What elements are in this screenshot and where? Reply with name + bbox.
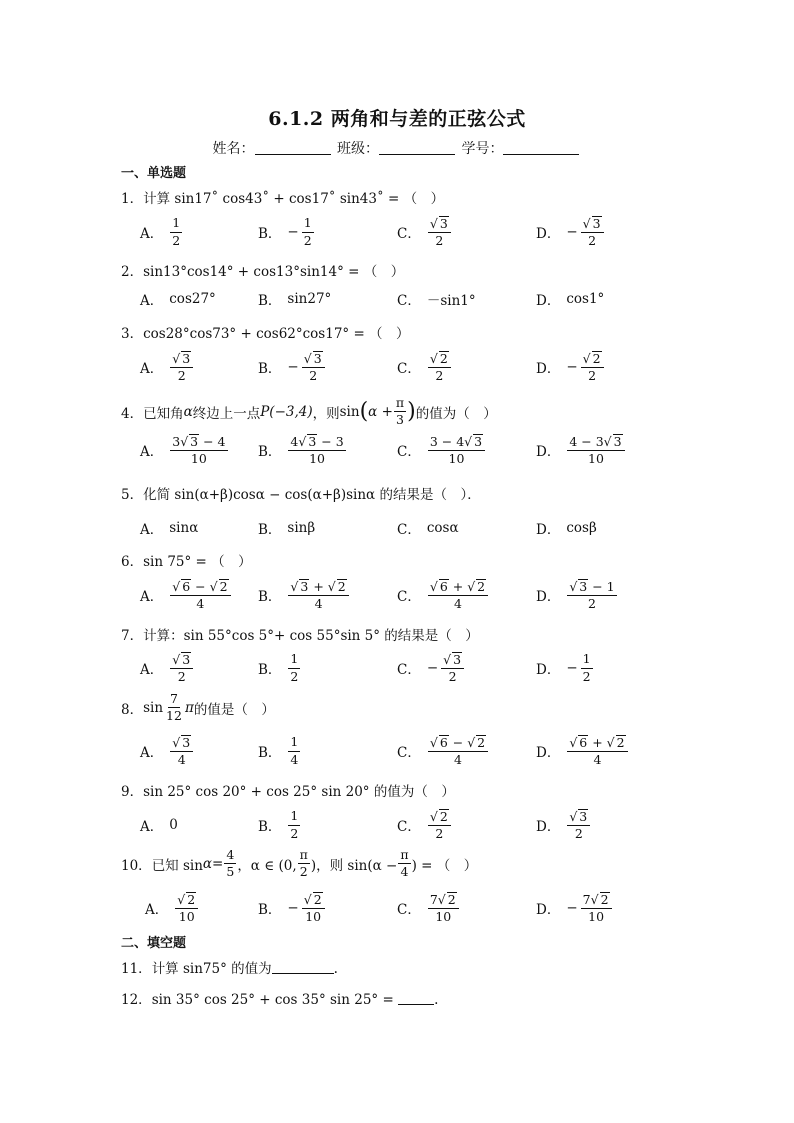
answer-blank-12[interactable]: [398, 992, 434, 1005]
options-9: [0, 803, 794, 847]
option-9-d[interactable]: D． $\frac{√ 3}{2}$: [536, 803, 591, 847]
options-6: [0, 573, 794, 617]
option-4-a[interactable]: A． $\frac{3√ 3 - 4}{10}$: [140, 433, 226, 466]
option-9-b[interactable]: B． $\frac{1}{2}$: [258, 808, 299, 841]
option-10-b[interactable]: B． − $\frac{√ 2}{10}$: [258, 886, 326, 930]
option-4-b[interactable]: B． $\frac{4√ 3 - 3}{10}$: [258, 433, 344, 466]
option-10-c[interactable]: C． $\frac{7√ 2}{10}$: [397, 886, 460, 930]
section-single-choice: 一、单选题: [121, 166, 187, 181]
option-3-b[interactable]: B． − $\frac{√ 3}{2}$: [258, 345, 326, 389]
option-8-d[interactable]: D． $\frac{√ 6 + √ 2}{4}$: [536, 729, 629, 773]
options-4: [0, 428, 794, 472]
question-12: 12．sin 35° cos 25° + cos 35° sin 25° = .: [121, 992, 439, 1008]
option-4-c[interactable]: C． $\frac{3 - 4√ 3}{10}$: [397, 428, 486, 472]
option-3-a[interactable]: A． $\frac{√ 3}{2}$: [140, 345, 194, 389]
options-10: [0, 886, 794, 930]
question-5: 5．化简 sin(α+β)cosα − cos(α+β)sinα 的结果是（ ）．: [121, 487, 481, 503]
option-4-d[interactable]: D． $\frac{4 - 3√ 3}{10}$: [536, 428, 626, 472]
options-1: [0, 210, 794, 254]
option-9-a[interactable]: A． 0: [140, 817, 178, 835]
option-2-c[interactable]: C． －sin1°: [397, 293, 476, 309]
id-blank[interactable]: [503, 140, 579, 155]
option-8-a[interactable]: A． $\frac{√ 3}{4}$: [140, 729, 194, 773]
options-5: [0, 506, 794, 550]
question-6: 6．sin 75° = （ ）: [121, 554, 252, 570]
options-2: [0, 277, 794, 321]
option-7-c[interactable]: C． − $\frac{√ 3}{2}$: [397, 646, 465, 690]
options-8: [0, 729, 794, 773]
option-10-a[interactable]: A． $\frac{√ 2}{10}$: [145, 886, 199, 930]
question-10: 10． 已知 sin α = $\frac{4}{5}$ ，α ∈ (0, $\frac{\pi}{2}$ )，则 sin(α − $\frac{\pi}{4}$ ) = （ ）: [121, 847, 478, 880]
question-11: 11．计算 sin75° 的值为 .: [121, 961, 338, 977]
name-blank[interactable]: [255, 140, 331, 155]
option-10-d[interactable]: D． − $\frac{7√ 2}{10}$: [536, 886, 613, 930]
option-6-b[interactable]: B． $\frac{√ 3 + √ 2}{4}$: [258, 573, 350, 617]
options-3: [0, 345, 794, 389]
option-9-c[interactable]: C． $\frac{√ 2}{2}$: [397, 803, 452, 847]
option-3-c[interactable]: C． $\frac{√ 2}{2}$: [397, 345, 452, 389]
id-label: 学号：: [461, 141, 504, 157]
class-blank[interactable]: [379, 140, 455, 155]
question-9: 9．sin 25° cos 20° + cos 25° sin 20° 的值为（ ）: [121, 784, 455, 800]
option-2-d[interactable]: D． cos1°: [536, 291, 605, 309]
option-1-a[interactable]: A． $\frac{1}{2}$: [140, 215, 181, 248]
option-1-d[interactable]: D． − $\frac{√ 3}{2}$: [536, 210, 605, 254]
question-7: 7．计算：sin 55°cos 5°+ cos 55°sin 5° 的结果是（ ）: [121, 628, 479, 644]
page-title: 6.1.2 两角和与差的正弦公式: [268, 108, 526, 130]
option-1-c[interactable]: C． $\frac{√ 3}{2}$: [397, 210, 452, 254]
option-6-a[interactable]: A． $\frac{√ 6 - √ 2}{4}$: [140, 573, 232, 617]
option-1-b[interactable]: B． − $\frac{1}{2}$: [258, 215, 312, 248]
option-2-b[interactable]: B． sin27°: [258, 291, 332, 309]
option-5-c[interactable]: C． cosα: [397, 520, 459, 538]
option-5-d[interactable]: D． cosβ: [536, 520, 597, 538]
class-label: 班级：: [337, 141, 379, 157]
option-7-d[interactable]: D． − $\frac{1}{2}$: [536, 651, 591, 684]
question-2: 2．sin13°cos14° + cos13°sin14° = （ ）: [121, 264, 405, 280]
option-5-b[interactable]: B． sinβ: [258, 520, 316, 538]
option-7-b[interactable]: B． $\frac{1}{2}$: [258, 651, 299, 684]
question-4: 4． 已知角 α 终边上一点 P(−3,4) ，则 sin ( α + $\frac{\pi}{3}$ ) 的值为（ ）: [121, 395, 497, 428]
option-6-c[interactable]: C． $\frac{√ 6 + √ 2}{4}$: [397, 573, 489, 617]
option-6-d[interactable]: D． $\frac{√ 3 - 1}{2}$: [536, 578, 615, 611]
section-fill-blank: 二、填空题: [121, 936, 187, 951]
options-7: [0, 646, 794, 690]
option-8-b[interactable]: B． $\frac{1}{4}$: [258, 734, 299, 767]
option-2-a[interactable]: A． cos27°: [140, 291, 216, 309]
question-8: 8． sin $\frac{7}{12}$ π 的值是（ ）: [121, 691, 275, 724]
option-5-a[interactable]: A． sinα: [140, 520, 199, 538]
option-3-d[interactable]: D． − $\frac{√ 2}{2}$: [536, 345, 605, 389]
name-label: 姓名：: [212, 141, 255, 157]
question-1: 1．计算 sin17˚ cos43˚ + cos17˚ sin43˚ = （ ）: [121, 191, 445, 207]
answer-blank-11[interactable]: [272, 961, 334, 974]
question-3: 3．cos28°cos73° + cos62°cos17° = （ ）: [121, 326, 410, 342]
student-info: [0, 138, 794, 158]
option-7-a[interactable]: A． $\frac{√ 3}{2}$: [140, 646, 194, 690]
option-8-c[interactable]: C． $\frac{√ 6 - √ 2}{4}$: [397, 729, 489, 773]
